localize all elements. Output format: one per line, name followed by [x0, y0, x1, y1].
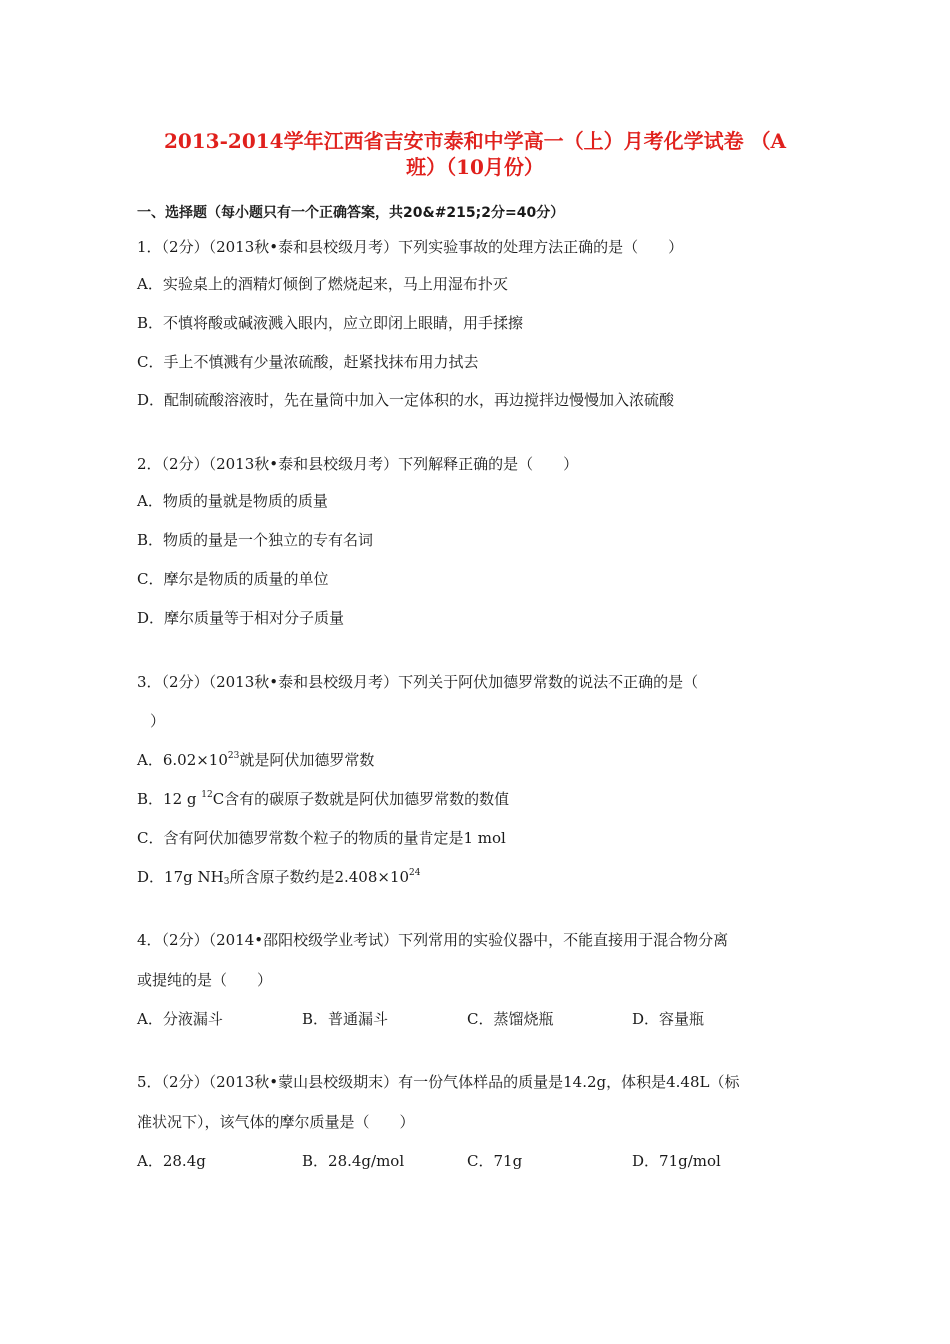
q1-option-d: D．配制硫酸溶液时，先在量筒中加入一定体积的水，再边搅拌边慢慢加入浓硫酸: [137, 391, 675, 409]
exam-title-line2: 班）（10月份）: [406, 155, 544, 179]
q2-option-d: D．摩尔质量等于相对分子质量: [137, 609, 345, 627]
q1-stem: 1．（2分）（2013秋•泰和县校级月考）下列实验事故的处理方法正确的是（ ）: [137, 238, 684, 256]
q2-stem: 2．（2分）（2013秋•泰和县校级月考）下列解释正确的是（ ）: [137, 455, 579, 473]
q4-option-b: B．普通漏斗: [302, 1010, 389, 1028]
q5-option-c: C．71g: [467, 1152, 523, 1170]
q4-stem: 4．（2分）（2014•邵阳校级学业考试）下列常用的实验仪器中，不能直接用于混合物分离: [137, 931, 729, 949]
q3-option-a: A．$6.02\times 10^{23}$就是阿伏加德罗常数: [137, 751, 375, 769]
q1-option-b: B．不慎将酸或碱液溅入眼内，应立即闭上眼睛，用手揉擦: [137, 314, 524, 332]
q4-option-c: C．蒸馏烧瓶: [467, 1010, 554, 1028]
q5-option-b: B．28.4g/mol: [302, 1152, 405, 1170]
q1-option-a: A．实验桌上的酒精灯倾倒了燃烧起来，马上用湿布扑灭: [137, 275, 508, 293]
q4-option-a: A．分液漏斗: [137, 1010, 223, 1028]
exam-title-line1: 2013-2014学年江西省吉安市泰和中学高一（上）月考化学试卷 （A: [163, 129, 787, 153]
q5-option-a: A．28.4g: [137, 1152, 206, 1170]
q4-option-d: D．容量瓶: [632, 1010, 705, 1028]
section-heading: 一、选择题（每小题只有一个正确答案，共20&#215;2分=40分）: [137, 205, 565, 221]
q2-option-a: A．物质的量就是物质的质量: [137, 492, 328, 510]
q5-stem-cont: 准状况下），该气体的摩尔质量是（ ）: [137, 1113, 415, 1131]
q3-stem: 3．（2分）（2013秋•泰和县校级月考）下列关于阿伏加德罗常数的说法不正确的是（: [137, 673, 699, 691]
q5-option-d: D．71g/mol: [632, 1152, 721, 1170]
q3-stem-cont: ）: [150, 712, 166, 730]
q3-option-d: D．17g $NH_3$所含原子数约是$2.408\times 10^{24}$: [137, 868, 421, 887]
q1-option-c: C．手上不慎溅有少量浓硫酸，赶紧找抹布用力拭去: [137, 353, 479, 371]
q5-stem: 5．（2分）（2013秋•蒙山县校级期末）有一份气体样品的质量是14.2g，体积是4.48L（标: [137, 1073, 740, 1091]
q3-option-c: C．含有阿伏加德罗常数个粒子的物质的量肯定是1 mol: [137, 829, 506, 847]
q2-option-c: C．摩尔是物质的质量的单位: [137, 570, 329, 588]
q4-stem-cont: 或提纯的是（ ）: [137, 971, 273, 989]
q3-option-b: B．12 g $^{12}$C含有的碳原子数就是阿伏加德罗常数的数值: [137, 790, 510, 808]
q2-option-b: B．物质的量是一个独立的专有名词: [137, 531, 374, 549]
